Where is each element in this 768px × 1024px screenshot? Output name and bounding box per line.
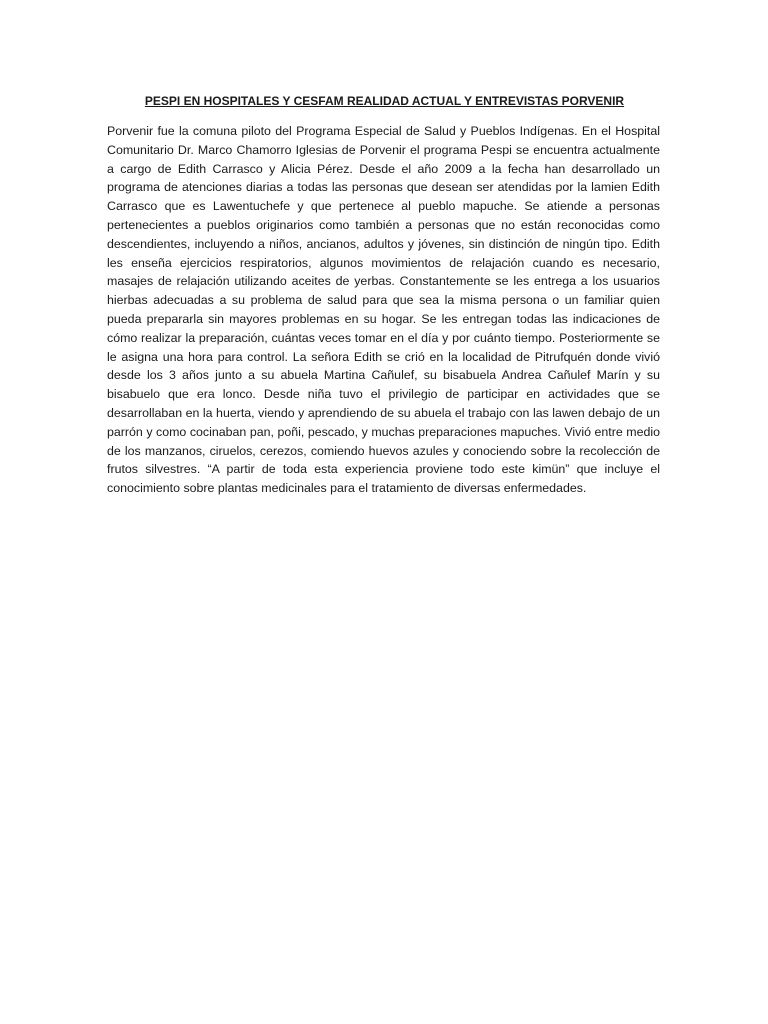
- document-body-paragraph: Porvenir fue la comuna piloto del Programa Especial de Salud y Pueblos Indígenas. En el Hospital Comunitario Dr. Marco Chamorro Iglesias de Porvenir el programa Pespi se encuentra actualmente a cargo de Edith Carrasco y Alicia Pérez. Desde el año 2009 a la fecha han desarrollado un programa de atenciones diarias a todas las personas que desean ser atendidas por la lamien Edith Carrasco que es Lawentuchefe y que pertenece al pueblo mapuche. Se atiende a personas pertenecientes a pueblos originarios como también a personas que no están reconocidas como descendientes, incluyendo a niños, ancianos, adultos y jóvenes, sin distinción de ningún tipo. Edith les enseña ejercicios respiratorios, algunos movimientos de relajación cuando es necesario, masajes de relajación utilizando aceites de yerbas. Constantemente se les entrega a los usuarios hierbas adecuadas a su problema de salud para que sea la misma persona o un familiar quien pueda prepararla sin mayores problemas en su hogar. Se les entregan todas las indicaciones de cómo realizar la preparación, cuántas veces tomar en el día y por cuánto tiempo. Posteriormente se le asigna una hora para control. La señora Edith se crió en la localidad de Pitrufquén donde vivió desde los 3 años junto a su abuela Martina Cañulef, su bisabuela Andrea Cañulef Marín y su bisabuelo que era lonco. Desde niña tuvo el privilegio de participar en actividades que se desarrollaban en la huerta, viendo y aprendiendo de su abuela el trabajo con las lawen debajo de un parrón y como cocinaban pan, poñi, pescado, y muchas preparaciones mapuches. Vivió entre medio de los manzanos, ciruelos, cerezos, comiendo huevos azules y conociendo sobre la recolección de frutos silvestres. “A partir de toda esta experiencia proviene todo este kimün” que incluye el conocimiento sobre plantas medicinales para el tratamiento de diversas enfermedades.: [107, 124, 660, 496]
- document-title: PESPI EN HOSPITALES Y CESFAM REALIDAD ACTUAL Y ENTREVISTAS PORVENIR: [144, 94, 625, 108]
